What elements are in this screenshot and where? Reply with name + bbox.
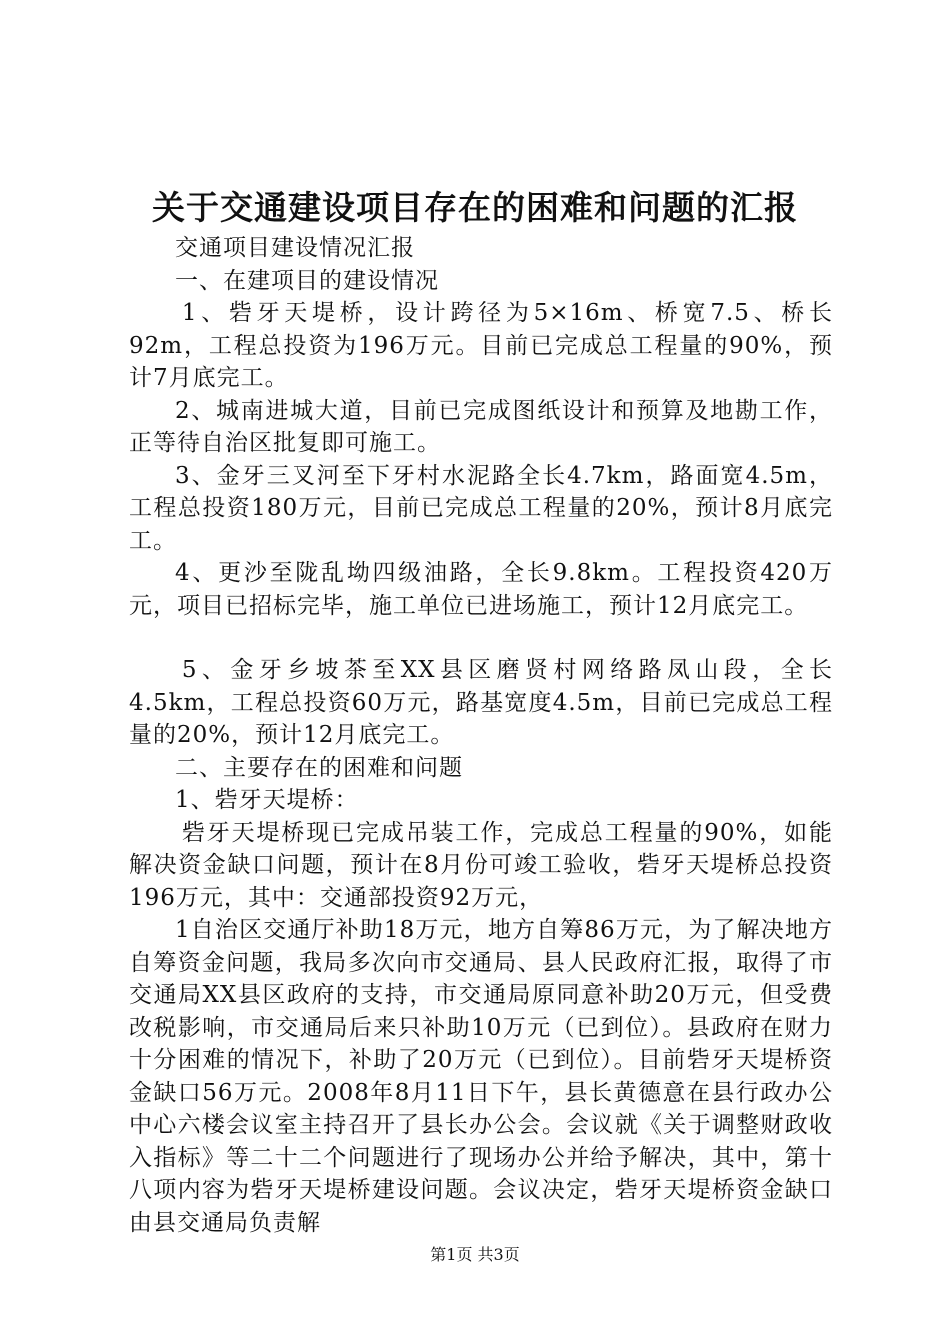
document-title: 关于交通建设项目存在的困难和问题的汇报 <box>152 188 798 227</box>
paragraph-problem-1-status: 砦牙天堤桥现已完成吊装工作，完成总工程量的90%，如能解决资金缺口问题，预计在8月份可竣工验收，砦牙天堤桥总投资196万元，其中：交通部投资92万元， <box>129 819 833 911</box>
paragraph-report-heading: 交通项目建设情况汇报 <box>175 235 415 261</box>
paragraph-item-3: 3、金牙三叉河至下牙村水泥路全长4.7km，路面宽4.5m，工程总投资180万元，目前已完成总工程量的20%，预计8月底完工。 <box>129 462 833 554</box>
paragraph-item-5: 5、金牙乡坡茶至XX县区磨贤村网络路凤山段，全长4.5km，工程总投资60万元，路基宽度4.5m，目前已完成总工程量的20%，预计12月底完工。 <box>129 657 833 748</box>
paragraph-item-2: 2、城南进城大道，目前已完成图纸设计和预算及地勘工作，正等待自治区批复即可施工。 <box>129 397 833 456</box>
section-heading-projects: 一、在建项目的建设情况 <box>175 267 439 294</box>
paragraph-item-4: 4、更沙至陇乱坳四级油路，全长9.8km。工程投资420万元，项目已招标完毕，施工单位已进场施工，预计12月底完工。 <box>129 560 833 619</box>
paragraph-problem-1-heading: 1、砦牙天堤桥： <box>175 787 359 813</box>
paragraph-problem-1-funding: 1自治区交通厅补助18万元，地方自筹86万元，为了解决地方自筹资金问题，我局多次向市交通局、县人民政府汇报，取得了市交通局XX县区政府的支持，市交通局原同意补助20万元，但受费改税影响，市交通局后来只补助10万元（已到位）。县政府在财力十分困难的情况下，补助了20万元（已到位）。目前砦牙天堤桥资金缺口56万元。2008年8月11日下午，县长黄德意在县行政办公中心六楼会议室主持召开了县长办公会。会议就《关于调整财政收入指标》等二十二个问题进行了现场办公并给予解决，其中，第十八项内容为砦牙天堤桥建设问题。会议决定，砦牙天堤桥资金缺口由县交通局负责解 <box>129 917 833 1236</box>
page-footer: 第1页 共3页 <box>430 1245 520 1264</box>
document-body <box>129 232 833 1239</box>
paragraph-item-1: 1、砦牙天堤桥，设计跨径为5×16m、桥宽7.5、桥长92m，工程总投资为196万元。目前已完成总工程量的90%，预计7月底完工。 <box>129 300 833 391</box>
section-heading-problems: 二、主要存在的困难和问题 <box>175 754 463 781</box>
